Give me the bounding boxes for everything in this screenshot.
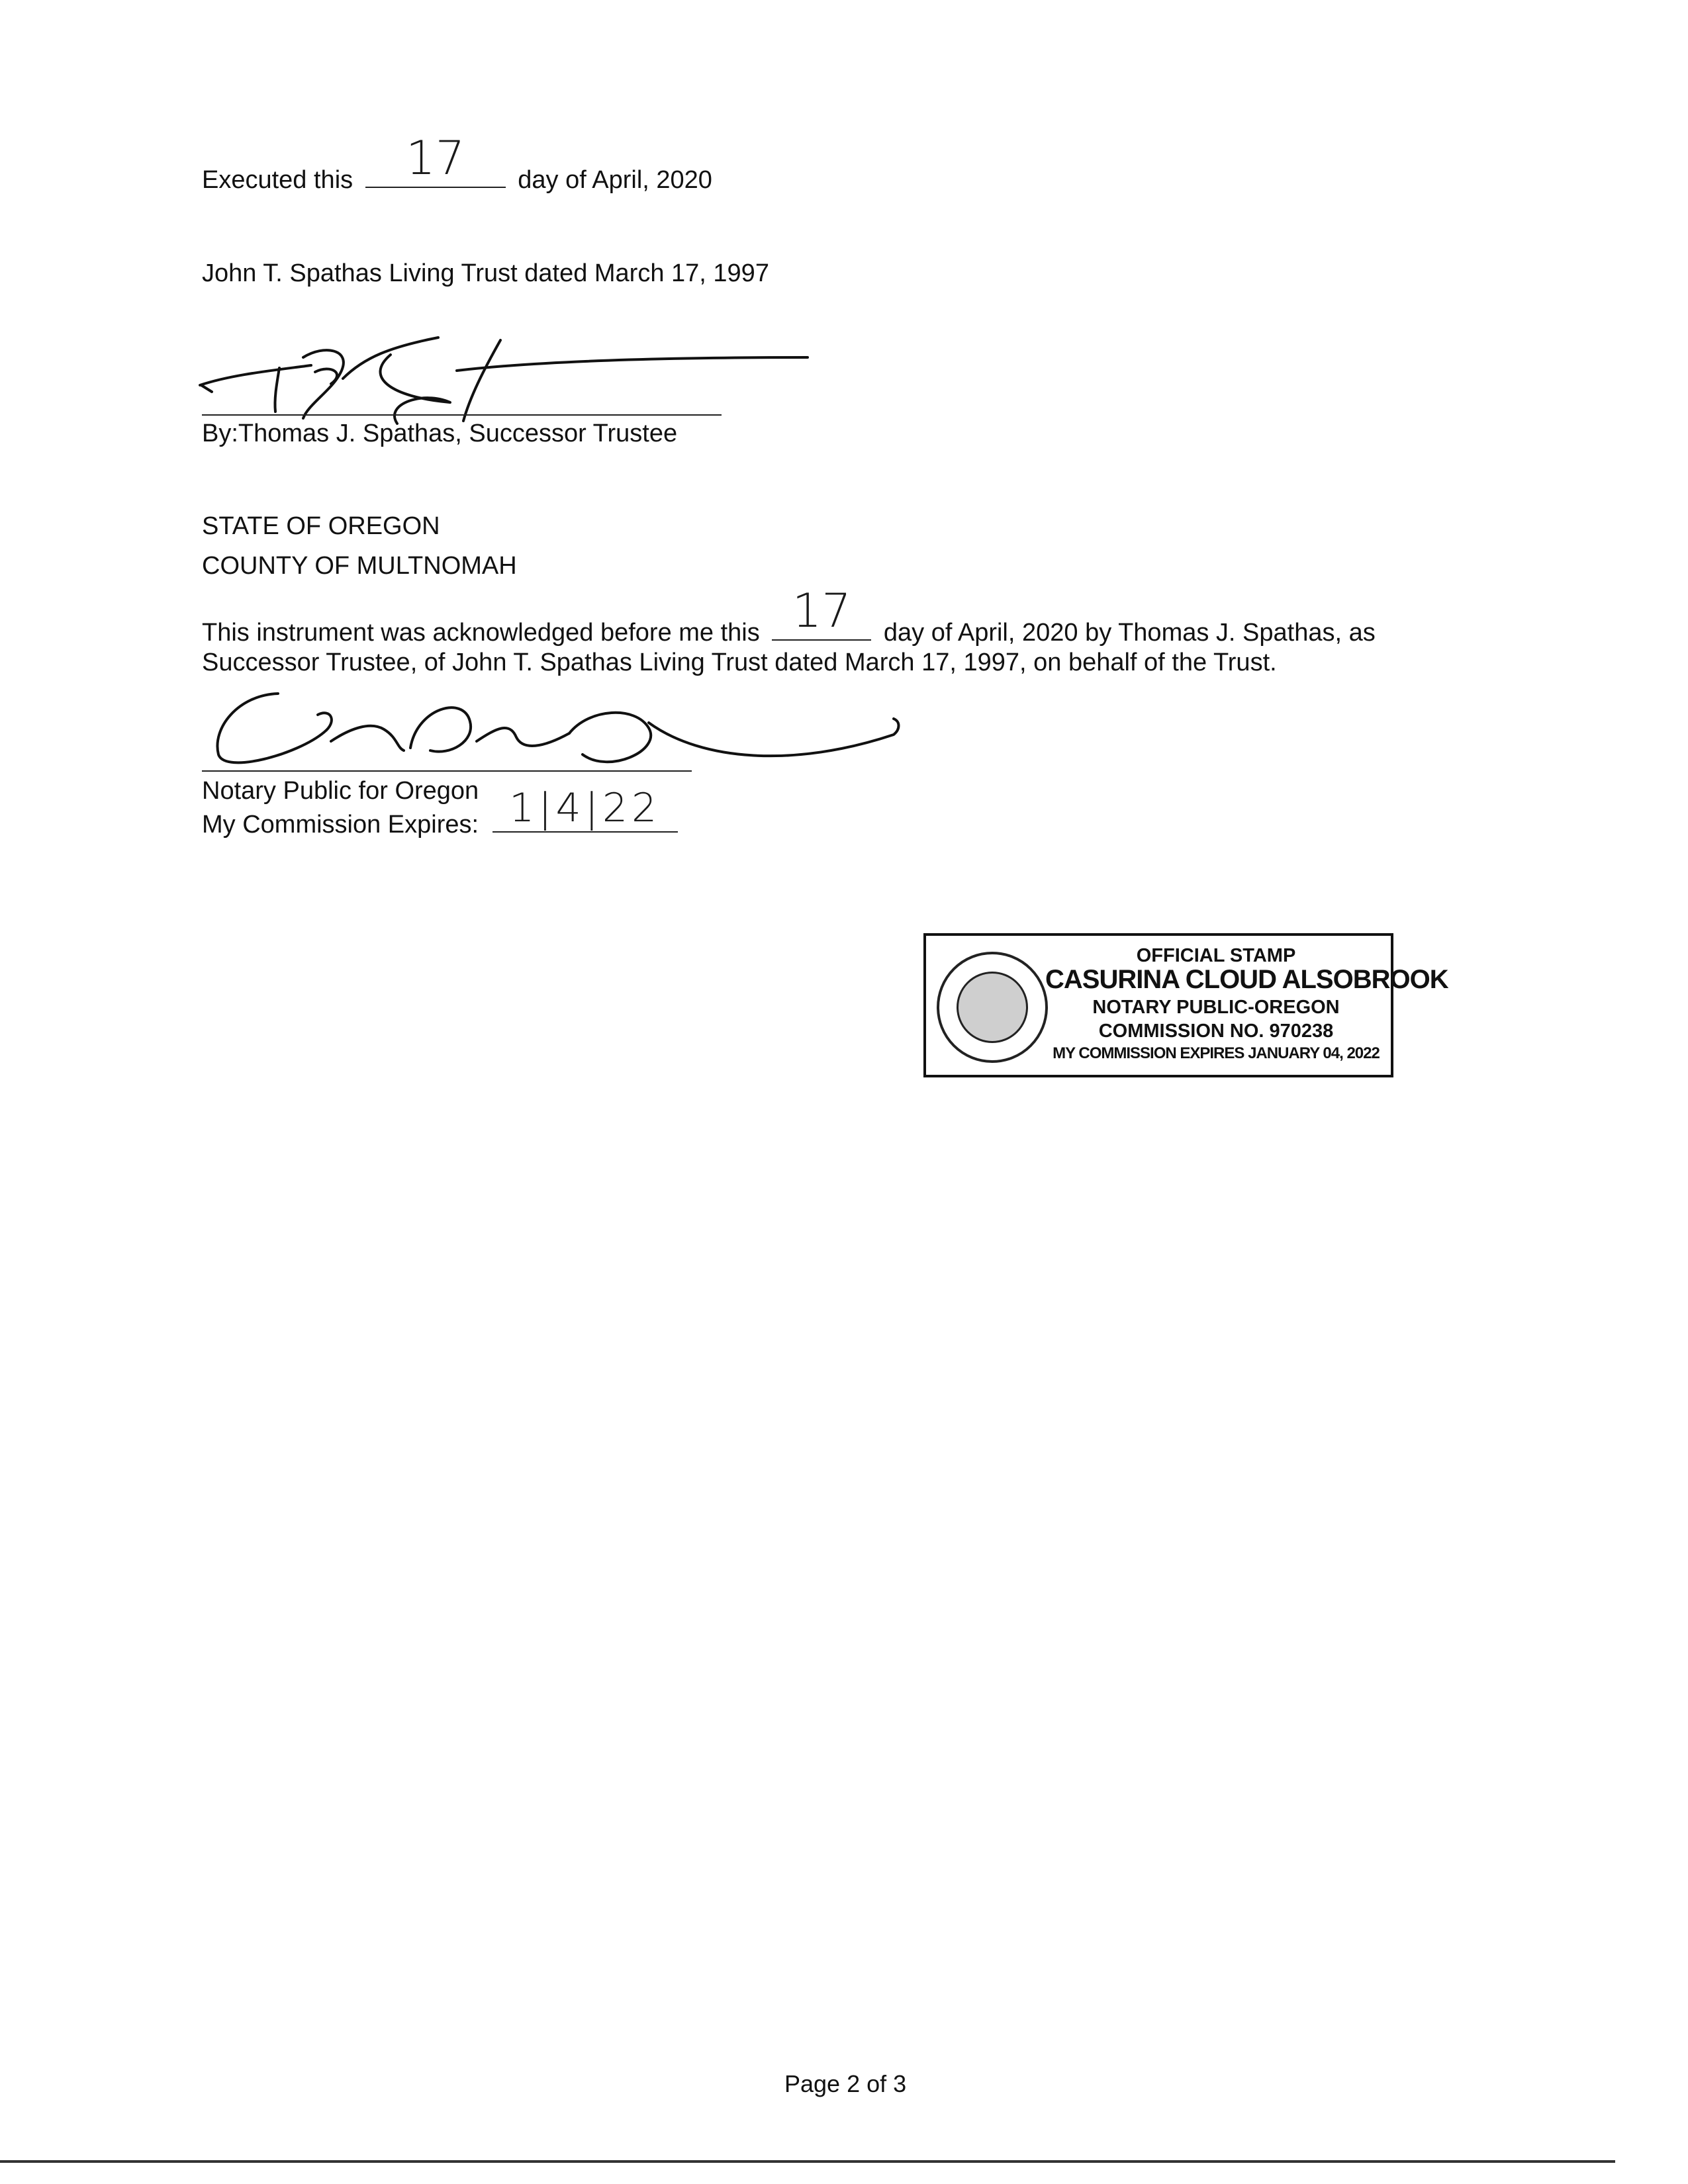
executed-prefix: Executed this	[202, 166, 353, 194]
notary-commission-label: My Commission Expires:	[202, 811, 479, 839]
trustee-signature-line	[202, 414, 722, 416]
acknowledgment-day-blank	[772, 584, 871, 641]
executed-line	[202, 131, 712, 195]
stamp-expires: MY COMMISSION EXPIRES JANUARY 04, 2022	[1053, 1044, 1380, 1062]
acknowledgment-line2: Successor Trustee, of John T. Spathas Living Trust dated March 17, 1997, on behalf of the Trust.	[202, 649, 1277, 676]
acknowledgment-suffix: day of April, 2020 by Thomas J. Spathas, as	[883, 619, 1376, 647]
acknowledgment-line1	[202, 584, 1376, 647]
stamp-notary-name: CASURINA CLOUD ALSOBROOK	[1045, 965, 1448, 994]
stamp-commission-no: COMMISSION NO. 970238	[1098, 1021, 1334, 1042]
venue-state: STATE OF OREGON	[202, 512, 440, 540]
acknowledgment-prefix: This instrument was acknowledged before me this	[202, 619, 760, 647]
executed-day-handwritten: 17	[406, 131, 465, 185]
state-seal-center-icon	[957, 972, 1028, 1043]
trust-name: John T. Spathas Living Trust dated March 17, 1997	[202, 259, 769, 287]
stamp-notary-title: NOTARY PUBLIC-OREGON	[1092, 997, 1340, 1018]
notary-commission-blank	[492, 785, 678, 833]
notary-title: Notary Public for Oregon	[202, 777, 479, 805]
stamp-heading: OFFICIAL STAMP	[1136, 945, 1296, 966]
notary-commission-handwritten: 1|4|22	[509, 785, 661, 831]
page-number: Page 2 of 3	[784, 2070, 907, 2097]
state-seal-icon	[937, 952, 1048, 1063]
notary-signature-line	[202, 770, 692, 772]
official-notary-stamp	[923, 933, 1448, 1077]
trustee-signer-line: By:Thomas J. Spathas, Successor Trustee	[202, 420, 678, 447]
venue-county: COUNTY OF MULTNOMAH	[202, 552, 517, 580]
notary-signature	[199, 682, 914, 774]
executed-suffix: day of April, 2020	[518, 166, 712, 194]
footer-rule	[0, 2160, 1615, 2163]
executed-day-blank	[365, 131, 506, 188]
acknowledgment-day-handwritten: 17	[792, 584, 851, 638]
